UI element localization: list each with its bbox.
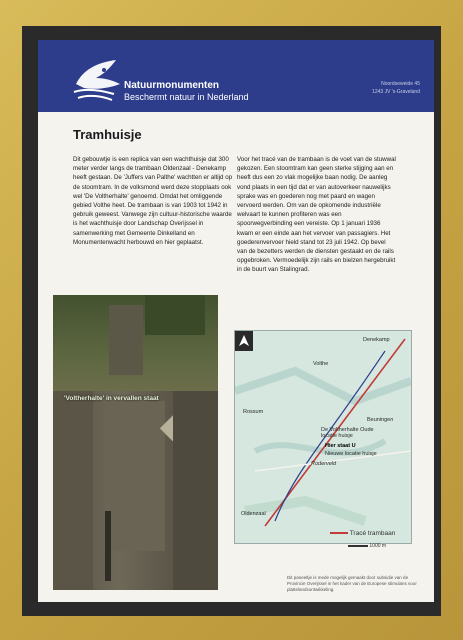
wall-plank-1 — [53, 391, 93, 590]
header-banner — [38, 40, 434, 112]
scale-label: 1000 m — [369, 543, 387, 549]
map-label-beuningen: Beuningen — [367, 417, 394, 423]
right-text-column: Voor het tracé van de trambaan is de voet van de stuwwal gekozen. Een stoomtram kan geen sterke stijging aan en heeft dus een zo vlak mogelijke baan nodig. De aanleg vond plaats in een tijd dat er van autoverkeer nauwelijks sprake was en goederen nog met paard en wagen vervoerd werden. Om van de opkomende industriële welvaart te kunnen profiteren was een spoorwegverbinding een vereiste. Op 1 januari 1936 kwam er een einde aan het vervoer van passagiers. Het goederenvervoer hield stand tot 23 juli 1942. Op bevel van de bezetters werden de diensten gestaakt en de rails opgebroken. Vermoedelijk zijn rails en bielzen hergebruikt in de buurt van Stalingrad. — [237, 156, 396, 274]
address-line-2: 1243 JV 's-Graveland — [372, 89, 420, 95]
scale-bar — [348, 545, 368, 547]
left-text-column: Dit gebouwtje is een replica van een wachthuisje dat 300 meter verder langs de trambaan Oldenzaal - Denekamp heeft gestaan. De 'Juffers van Palthe' wachtten er altijd op de stoomtram. In de volksmond werd deze stopplaats ook wel 'De Voltherhalte' genoemd. Omdat het omliggende gebied Volthe heet. De trambaan is van 1903 tot 1942 in gebruik geweest. Vanwege zijn cultuur-historische waarde is het wachthuisje door Landschap Overijssel in samenwerking met Gemeente Dinkelland en Monumentenwacht herbouwd en hier geplaatst. — [73, 156, 233, 246]
door-panel — [105, 401, 165, 551]
trees — [145, 295, 205, 335]
map-label-roderveld: Roderveld — [311, 461, 337, 467]
address-block — [372, 80, 420, 96]
photo-caption: 'Voltherhalte' in vervallen staat — [64, 395, 159, 402]
brand-tagline: Beschermt natuur in Nederland — [124, 92, 249, 102]
map-label-oude-halte: De Voltherhalte Oude locatie huisje — [321, 427, 374, 439]
map-label-rossum: Rossum — [243, 409, 264, 415]
legend-route-label: Tracé trambaan — [349, 530, 396, 537]
shed-wall — [109, 305, 143, 375]
map-label-hier-staat-u: Hier staat U — [325, 443, 356, 449]
tram-shelter-photo — [53, 295, 218, 590]
brand-name: Natuurmonumenten — [124, 80, 219, 91]
page-title: Tramhuisje — [73, 127, 142, 142]
map-legend — [330, 530, 395, 537]
map-label-denekamp: Denekamp — [363, 337, 390, 343]
map-label-volthe: Volthe — [313, 361, 329, 367]
natuurmonumenten-logo-icon — [70, 54, 128, 104]
route-map — [234, 330, 412, 544]
map-label-oldenzaal: Oldenzaal — [241, 511, 266, 517]
shovel-handle — [105, 511, 111, 581]
map-scale — [348, 543, 386, 549]
credit-text: Dit paneeltje is mede mogelijk gemaakt door subsidie van de Provincie Overijssel in het kader van de Europese stimulans voor plattelandsontwikkeling. — [287, 575, 417, 592]
photo-upper-part — [53, 295, 218, 391]
address-line-1: Noordseweide 45 — [381, 81, 420, 87]
photo-lower-part — [53, 391, 218, 590]
wall-plank-2 — [173, 391, 218, 590]
legend-route-swatch — [330, 532, 348, 534]
map-label-nieuwe-locatie: Nieuwe locatie huisje — [325, 451, 377, 457]
information-board — [38, 40, 434, 602]
